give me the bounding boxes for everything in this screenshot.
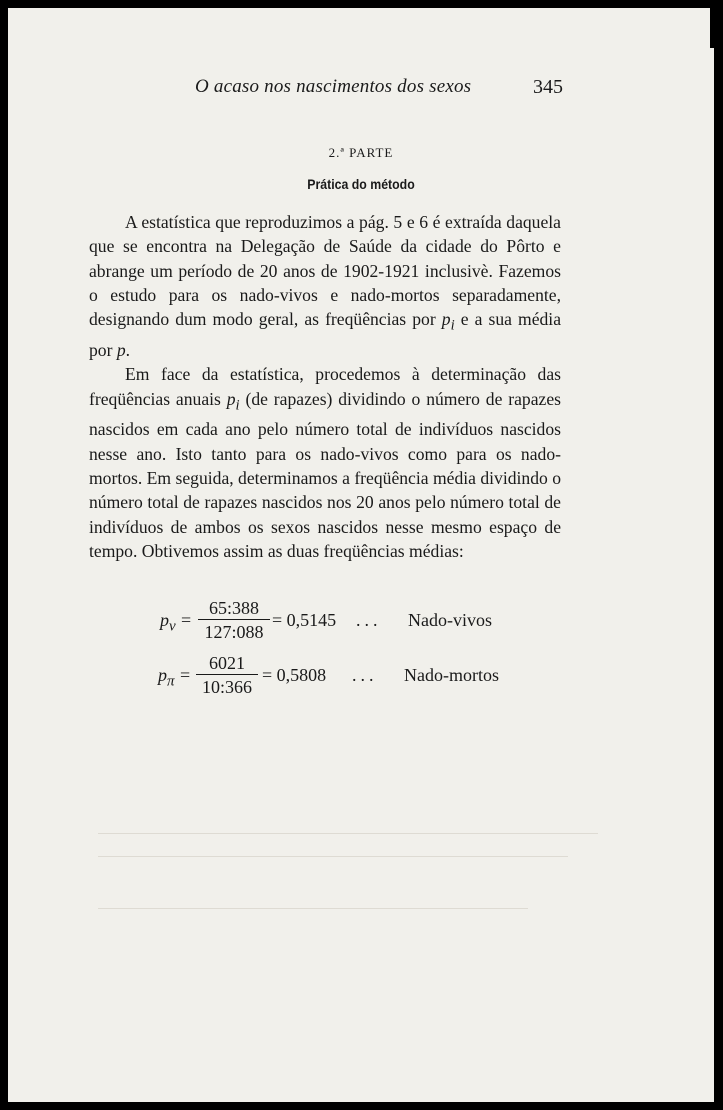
- paragraph-2-text-b: (de rapazes) dividindo o número de rapazes nascidos em cada ano pelo número total de indivíduos nascidos nesse ano. Isto tanto para os nado-vivos como para os nado-mortos. Em seguida, determinamos a freqüência média dividindo o número total de rapazes nascidos nos 20 anos pelo número total de indivíduos de ambos os sexos nascidos nesse mesmo espaço de tempo. Obtivemos assim as duas freqüências médias:: [89, 388, 562, 561]
- fraction: [196, 653, 258, 697]
- paragraph-1: [89, 210, 561, 362]
- variable-subscript: i: [450, 317, 455, 334]
- book-page: [8, 8, 714, 1102]
- leader-dots: ...: [356, 610, 382, 630]
- variable-p-i: [226, 388, 240, 414]
- formula-symbol: [160, 610, 176, 636]
- running-title: O acaso nos nascimentos dos sexos: [195, 76, 472, 97]
- show-through-line: [98, 856, 568, 857]
- section-title: Prática do método: [307, 176, 415, 192]
- symbol-subscript: v: [169, 618, 176, 635]
- show-through-line: [98, 908, 528, 909]
- variable-p-i: [441, 309, 455, 334]
- symbol-p: p: [158, 665, 167, 685]
- formula-result: = 0,5808: [262, 665, 327, 685]
- symbol-subscript: π: [167, 673, 175, 690]
- formula-nado-vivos: [160, 598, 560, 644]
- paragraph-1-text-b: e a sua média por: [89, 309, 561, 360]
- page-number: 345: [533, 76, 563, 98]
- fraction-bar: [196, 674, 258, 675]
- part-heading: 2.ª PARTE: [328, 145, 394, 160]
- fraction: [198, 598, 270, 642]
- running-head: [8, 70, 714, 100]
- formula-symbol: [158, 665, 175, 691]
- scan-edge-mark: [710, 8, 714, 48]
- paragraph-2-text-a: Em face da estatística, procedemos à determinação das freqüências anuais: [89, 364, 561, 409]
- equals-sign: =: [181, 610, 192, 630]
- variable-subscript: i: [235, 397, 240, 414]
- body-text: [89, 210, 561, 563]
- leader-dots: ...: [352, 665, 378, 685]
- numerator: 6021: [209, 653, 245, 673]
- formula-nado-mortos: [158, 653, 558, 699]
- denominator: 127:088: [204, 622, 264, 642]
- show-through-line: [98, 833, 598, 834]
- fraction-bar: [198, 619, 270, 620]
- variable-p: p: [116, 340, 126, 360]
- variable-symbol: p: [226, 388, 236, 409]
- paragraph-1-text-a: A estatística que reproduzimos a pág. 5 e 6 é extraída daquela que se encontra na Delegação de Saúde da cidade do Pôrto e abrange um período de 20 anos de 1902-1921 inclusivè. Fazemos o estudo para os nado-vivos e nado-mortos separadamente, designando dum modo geral, as freqüências por: [89, 212, 561, 330]
- numerator: 65:388: [208, 598, 259, 618]
- symbol-p: p: [160, 610, 169, 630]
- formula-result: = 0,5145: [272, 610, 337, 630]
- denominator: 10:366: [201, 677, 252, 697]
- formula-label: Nado-vivos: [408, 610, 492, 630]
- equals-sign: =: [180, 665, 191, 685]
- variable-symbol: p: [441, 309, 451, 330]
- formula-label: Nado-mortos: [404, 665, 499, 685]
- paragraph-2: [89, 362, 561, 563]
- paragraph-1-text-c: .: [125, 340, 131, 360]
